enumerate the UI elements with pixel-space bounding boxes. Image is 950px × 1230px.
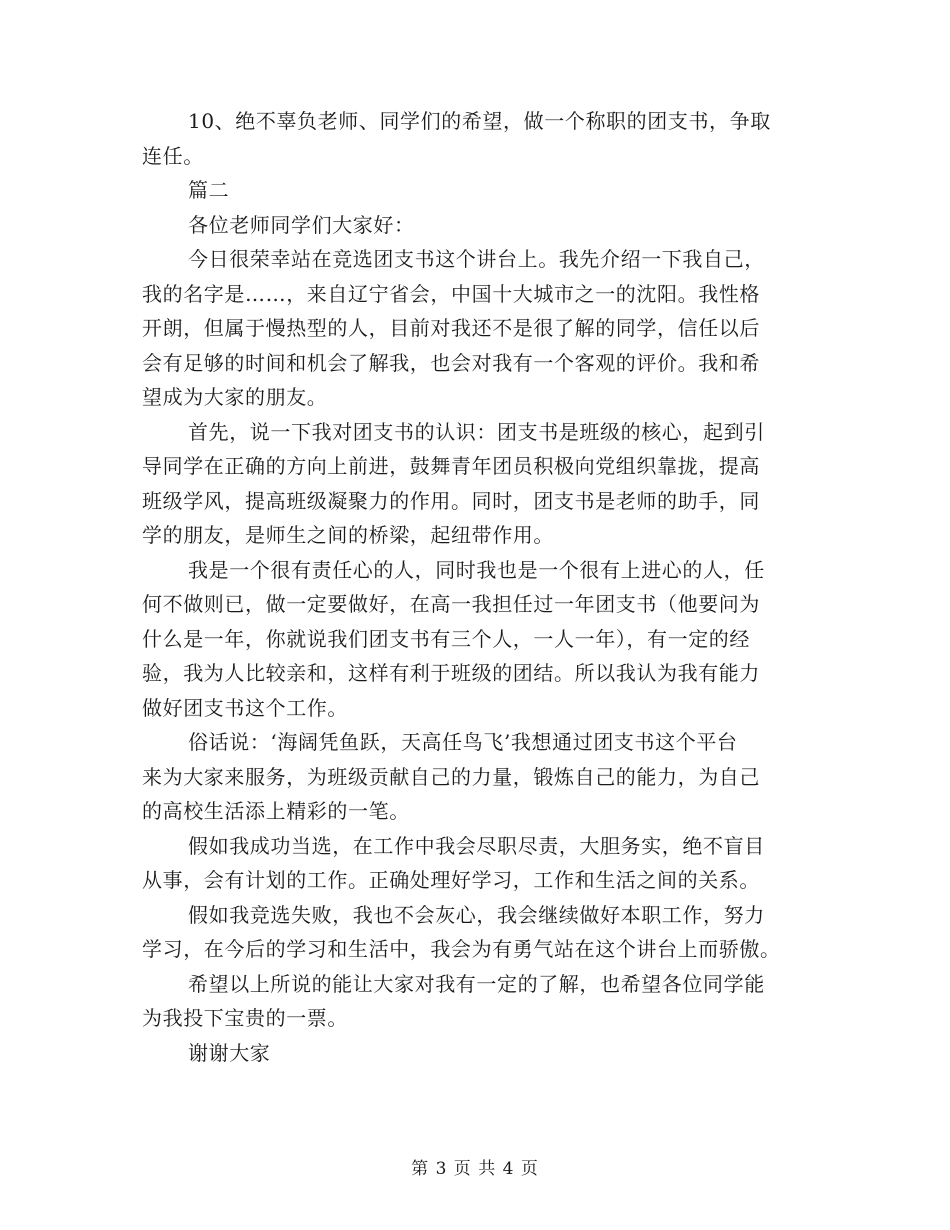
paragraph-thanks — [142, 1036, 810, 1071]
text-line: 做好团支书这个工作。 — [142, 695, 348, 720]
salutation — [142, 208, 810, 243]
paragraph-hope — [142, 967, 810, 1036]
text-line: 假如我成功当选，在工作中我会尽职尽责，大胆务实，绝不盲目 — [188, 833, 765, 858]
text-line: 开朗，但属于慢热型的人，目前对我还不是很了解的同学，信任以后 — [142, 316, 760, 340]
paragraph-intro — [142, 242, 810, 415]
text-line: 假如我竞选失败，我也不会灰心，我会继续做好本职工作，努力 — [188, 902, 765, 927]
text-line: 篇二 — [188, 178, 230, 202]
text-line: 望成为大家的朋友。 — [142, 385, 328, 409]
paragraph-if-elected — [142, 829, 810, 898]
paragraph-understanding — [142, 415, 810, 553]
paragraph-item-10 — [142, 104, 810, 173]
text-line: 会有足够的时间和机会了解我，也会对我有一个客观的评价。我和希 — [142, 350, 760, 375]
text-line: 班级学风，提高班级凝聚力的作用。同时，团支书是老师的助手，同 — [142, 488, 760, 513]
paragraph-experience — [142, 553, 810, 726]
section-heading — [142, 173, 810, 208]
paragraph-proverb — [142, 725, 810, 829]
text-line: 为我投下宝贵的一票。 — [142, 1006, 348, 1030]
text-line: 从事，会有计划的工作。正确处理好学习，工作和生活之间的关系。 — [142, 868, 760, 892]
text-line: 我的名字是……，来自辽宁省会，中国十大城市之一的沈阳。我性格 — [142, 281, 760, 306]
text-line: 学的朋友，是师生之间的桥梁，起纽带作用。 — [142, 523, 554, 547]
text-line: 导同学在正确的方向上前进，鼓舞青年团员积极向党组织靠拢，提高 — [142, 454, 760, 478]
text-line: 验，我为人比较亲和，这样有利于班级的团结。所以我认为我有能力 — [142, 661, 760, 685]
text-line: 学习，在今后的学习和生活中，我会为有勇气站在这个讲台上而骄傲。 — [142, 937, 781, 961]
text-line: 的高校生活添上精彩的一笔。 — [142, 799, 410, 823]
text-line: 首先，说一下我对团支书的认识：团支书是班级的核心，起到引 — [188, 419, 765, 444]
text-line: 我是一个很有责任心的人，同时我也是一个很有上进心的人，任 — [188, 557, 765, 582]
text-line: 10、绝不辜负老师、同学们的希望，做一个称职的团支书，争取 — [188, 109, 771, 133]
text-line: 俗话说：‘海阔凭鱼跃，天高任鸟飞’我想通过团支书这个平台 — [188, 730, 738, 754]
text-line: 什么是一年，你就说我们团支书有三个人，一人一年），有一定的经 — [142, 626, 750, 651]
text-line: 今日很荣幸站在竞选团支书这个讲台上。我先介绍一下我自己， — [188, 247, 765, 271]
text-line: 来为大家来服务，为班级贡献自己的力量，锻炼自己的能力，为自己 — [142, 764, 760, 789]
text-line: 希望以上所说的能让大家对我有一定的了解，也希望各位同学能 — [188, 971, 765, 996]
text-line: 谢谢大家 — [188, 1040, 271, 1065]
paragraph-if-not-elected — [142, 898, 810, 967]
document-body — [142, 104, 810, 1070]
text-line: 何不做则已，做一定要做好，在高一我担任过一年团支书（他要问为 — [142, 592, 760, 616]
text-line: 各位老师同学们大家好： — [188, 212, 415, 237]
page-number-footer: 第 3 页 共 4 页 — [411, 1159, 539, 1179]
text-line: 连任。 — [142, 143, 204, 168]
